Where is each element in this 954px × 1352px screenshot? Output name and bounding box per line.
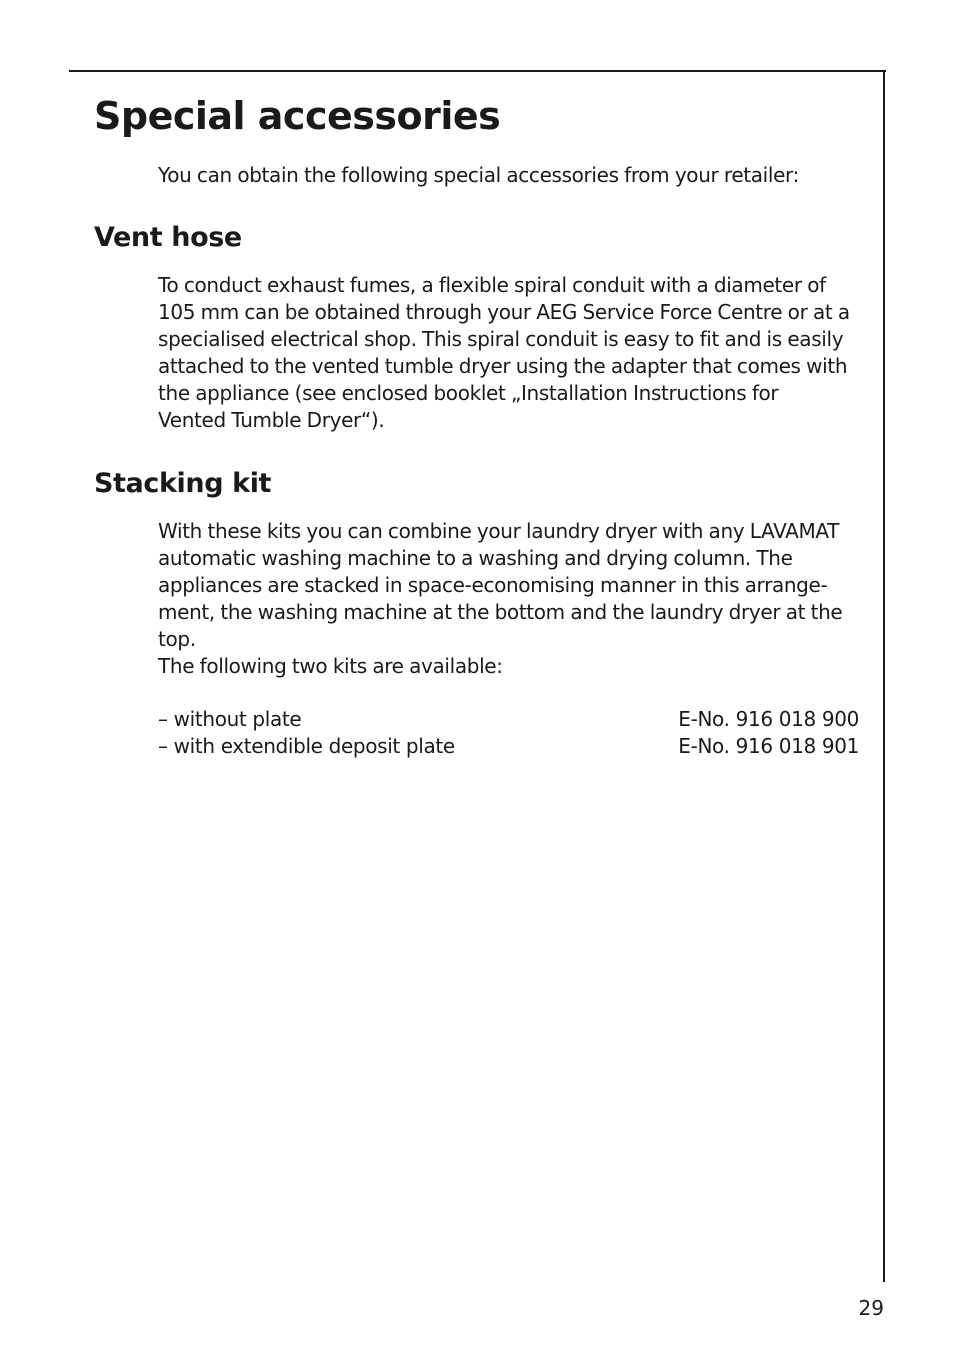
section-heading-vent-hose: Vent hose xyxy=(94,222,242,253)
text-line: Vented Tumble Dryer“). xyxy=(158,408,385,432)
text-line: the appliance (see enclosed booklet „Installation Instructions for xyxy=(158,381,779,405)
text-line: To conduct exhaust fumes, a flexible spiral conduit with a diameter of xyxy=(158,273,826,297)
page-number: 29 xyxy=(858,1296,884,1320)
text-line: attached to the vented tumble dryer using the adapter that comes with xyxy=(158,354,848,378)
kit-part-number: E-No. 916 018 900 xyxy=(678,707,859,731)
kit-name: – with extendible deposit plate xyxy=(158,734,455,758)
top-border-rule xyxy=(69,70,886,72)
text-line: specialised electrical shop. This spiral conduit is easy to fit and is easily xyxy=(158,327,844,351)
kit-name: – without plate xyxy=(158,707,302,731)
text-line: With these kits you can combine your laundry dryer with any LAVAMAT xyxy=(158,519,840,543)
page-title: Special accessories xyxy=(94,94,501,138)
text-line: The following two kits are available: xyxy=(158,654,503,678)
vent-hose-description xyxy=(158,272,863,434)
section-heading-stacking-kit: Stacking kit xyxy=(94,468,272,499)
text-line: top. xyxy=(158,627,196,651)
text-line: ment, the washing machine at the bottom and the laundry dryer at the xyxy=(158,600,843,624)
kit-item-without-plate xyxy=(158,706,859,733)
kit-part-number: E-No. 916 018 901 xyxy=(678,734,859,758)
text-line: appliances are stacked in space-economising manner in this arrange- xyxy=(158,573,828,597)
stacking-kit-description xyxy=(158,518,863,680)
right-border-rule xyxy=(883,70,885,1282)
intro-text: You can obtain the following special accessories from your retailer: xyxy=(158,163,799,187)
text-line: automatic washing machine to a washing and drying column. The xyxy=(158,546,793,570)
text-line: 105 mm can be obtained through your AEG Service Force Centre or at a xyxy=(158,300,850,324)
kit-item-with-deposit-plate xyxy=(158,733,859,760)
